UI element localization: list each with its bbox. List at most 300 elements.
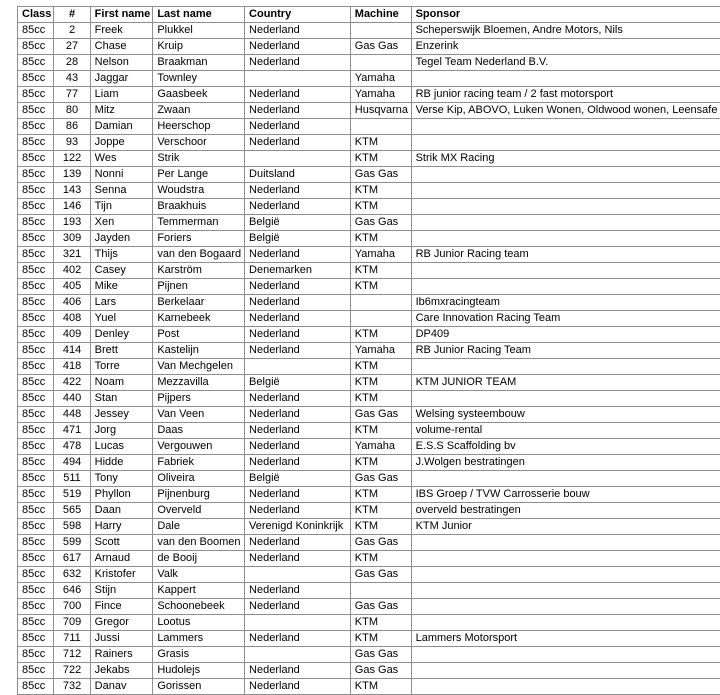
table-row: [18, 647, 720, 663]
cell-last: Gorissen: [153, 679, 245, 695]
cell-first: Freek: [90, 23, 153, 39]
cell-country: Nederland: [245, 23, 351, 39]
cell-num: 28: [54, 55, 90, 71]
cell-last: Strik: [153, 151, 245, 167]
cell-first: Jekabs: [90, 663, 153, 679]
cell-machine: Gas Gas: [350, 215, 411, 231]
cell-first: Chase: [90, 39, 153, 55]
cell-sponsor: Ib6mxracingteam: [411, 295, 720, 311]
table-row: [18, 663, 720, 679]
cell-num: 440: [54, 391, 90, 407]
cell-num: 599: [54, 535, 90, 551]
cell-machine: KTM: [350, 631, 411, 647]
cell-last: Woudstra: [153, 183, 245, 199]
cell-sponsor: Strik MX Racing: [411, 151, 720, 167]
cell-first: Senna: [90, 183, 153, 199]
cell-sponsor: J.Wolgen bestratingen: [411, 455, 720, 471]
cell-num: 80: [54, 103, 90, 119]
cell-country: Nederland: [245, 407, 351, 423]
cell-machine: KTM: [350, 231, 411, 247]
table-row: [18, 311, 720, 327]
cell-num: 409: [54, 327, 90, 343]
cell-machine: Gas Gas: [350, 39, 411, 55]
cell-num: 146: [54, 199, 90, 215]
cell-first: Arnaud: [90, 551, 153, 567]
cell-class: 85cc: [18, 679, 54, 695]
cell-machine: Gas Gas: [350, 535, 411, 551]
cell-machine: KTM: [350, 615, 411, 631]
cell-class: 85cc: [18, 519, 54, 535]
cell-num: 77: [54, 87, 90, 103]
cell-num: 193: [54, 215, 90, 231]
cell-num: 519: [54, 487, 90, 503]
cell-country: Nederland: [245, 631, 351, 647]
cell-last: Karström: [153, 263, 245, 279]
cell-country: Verenigd Koninkrijk: [245, 519, 351, 535]
cell-first: Liam: [90, 87, 153, 103]
cell-country: Nederland: [245, 503, 351, 519]
cell-first: Yuel: [90, 311, 153, 327]
cell-country: Nederland: [245, 327, 351, 343]
cell-class: 85cc: [18, 599, 54, 615]
cell-last: Overveld: [153, 503, 245, 519]
cell-num: 712: [54, 647, 90, 663]
table-row: [18, 407, 720, 423]
table-row: [18, 551, 720, 567]
cell-last: Fabriek: [153, 455, 245, 471]
cell-class: 85cc: [18, 583, 54, 599]
cell-class: 85cc: [18, 503, 54, 519]
cell-first: Wes: [90, 151, 153, 167]
cell-first: Daan: [90, 503, 153, 519]
cell-first: Lars: [90, 295, 153, 311]
cell-country: Nederland: [245, 583, 351, 599]
cell-country: België: [245, 375, 351, 391]
column-header-machine: Machine: [350, 7, 411, 23]
cell-machine: KTM: [350, 199, 411, 215]
table-row: [18, 71, 720, 87]
cell-sponsor: IBS Groep / TVW Carrosserie bouw: [411, 487, 720, 503]
table-header: [18, 7, 720, 23]
cell-last: Vergouwen: [153, 439, 245, 455]
cell-class: 85cc: [18, 55, 54, 71]
table-row: [18, 183, 720, 199]
cell-country: Nederland: [245, 311, 351, 327]
table-row: [18, 487, 720, 503]
table-row: [18, 471, 720, 487]
cell-num: 565: [54, 503, 90, 519]
table-row: [18, 343, 720, 359]
cell-num: 494: [54, 455, 90, 471]
cell-sponsor: Tegel Team Nederland B.V.: [411, 55, 720, 71]
cell-num: 402: [54, 263, 90, 279]
cell-country: [245, 615, 351, 631]
table-row: [18, 631, 720, 647]
cell-country: Nederland: [245, 439, 351, 455]
table-body: [18, 23, 720, 695]
cell-machine: KTM: [350, 279, 411, 295]
cell-num: 405: [54, 279, 90, 295]
cell-first: Mike: [90, 279, 153, 295]
cell-class: 85cc: [18, 551, 54, 567]
cell-sponsor: [411, 663, 720, 679]
cell-num: 321: [54, 247, 90, 263]
cell-sponsor: [411, 583, 720, 599]
cell-machine: [350, 55, 411, 71]
table-row: [18, 359, 720, 375]
cell-sponsor: RB Junior Racing Team: [411, 343, 720, 359]
cell-country: Nederland: [245, 423, 351, 439]
cell-num: 27: [54, 39, 90, 55]
cell-first: Tijn: [90, 199, 153, 215]
cell-last: Berkelaar: [153, 295, 245, 311]
cell-sponsor: RB Junior Racing team: [411, 247, 720, 263]
cell-machine: KTM: [350, 183, 411, 199]
table-row: [18, 103, 720, 119]
cell-last: Braakhuis: [153, 199, 245, 215]
cell-first: Rainers: [90, 647, 153, 663]
cell-machine: [350, 583, 411, 599]
cell-first: Harry: [90, 519, 153, 535]
cell-sponsor: [411, 215, 720, 231]
cell-sponsor: [411, 135, 720, 151]
cell-first: Tony: [90, 471, 153, 487]
cell-last: Townley: [153, 71, 245, 87]
cell-last: Plukkel: [153, 23, 245, 39]
column-header-num: #: [54, 7, 90, 23]
cell-sponsor: Lammers Motorsport: [411, 631, 720, 647]
cell-first: Jayden: [90, 231, 153, 247]
cell-class: 85cc: [18, 103, 54, 119]
cell-num: 122: [54, 151, 90, 167]
cell-first: Jorg: [90, 423, 153, 439]
cell-last: Schoonebeek: [153, 599, 245, 615]
cell-class: 85cc: [18, 391, 54, 407]
cell-last: Lammers: [153, 631, 245, 647]
cell-first: Danav: [90, 679, 153, 695]
cell-num: 722: [54, 663, 90, 679]
cell-num: 700: [54, 599, 90, 615]
cell-num: 408: [54, 311, 90, 327]
cell-machine: KTM: [350, 375, 411, 391]
cell-country: [245, 567, 351, 583]
cell-sponsor: DP409: [411, 327, 720, 343]
cell-class: 85cc: [18, 375, 54, 391]
cell-num: 406: [54, 295, 90, 311]
cell-country: Nederland: [245, 279, 351, 295]
cell-last: Pijpers: [153, 391, 245, 407]
cell-machine: KTM: [350, 135, 411, 151]
table-row: [18, 423, 720, 439]
cell-country: Nederland: [245, 55, 351, 71]
table-row: [18, 23, 720, 39]
cell-machine: KTM: [350, 151, 411, 167]
cell-sponsor: overveld bestratingen: [411, 503, 720, 519]
cell-last: Gaasbeek: [153, 87, 245, 103]
cell-num: 632: [54, 567, 90, 583]
cell-first: Stijn: [90, 583, 153, 599]
cell-last: Daas: [153, 423, 245, 439]
cell-class: 85cc: [18, 615, 54, 631]
table-row: [18, 215, 720, 231]
cell-last: Verschoor: [153, 135, 245, 151]
cell-first: Noam: [90, 375, 153, 391]
cell-machine: [350, 119, 411, 135]
table-row: [18, 327, 720, 343]
cell-sponsor: [411, 71, 720, 87]
cell-machine: Gas Gas: [350, 647, 411, 663]
table-row: [18, 55, 720, 71]
cell-last: Grasis: [153, 647, 245, 663]
cell-last: Kruip: [153, 39, 245, 55]
cell-sponsor: [411, 551, 720, 567]
cell-sponsor: Verse Kip, ABOVO, Luken Wonen, Oldwood wonen, Leensafe: [411, 103, 720, 119]
cell-country: Nederland: [245, 135, 351, 151]
cell-first: Lucas: [90, 439, 153, 455]
cell-first: Stan: [90, 391, 153, 407]
cell-num: 2: [54, 23, 90, 39]
cell-sponsor: E.S.S Scaffolding bv: [411, 439, 720, 455]
cell-country: Nederland: [245, 455, 351, 471]
cell-machine: KTM: [350, 391, 411, 407]
cell-machine: KTM: [350, 679, 411, 695]
cell-class: 85cc: [18, 247, 54, 263]
cell-machine: [350, 295, 411, 311]
cell-country: Nederland: [245, 199, 351, 215]
cell-class: 85cc: [18, 423, 54, 439]
table-row: [18, 679, 720, 695]
cell-machine: Yamaha: [350, 71, 411, 87]
cell-class: 85cc: [18, 71, 54, 87]
cell-num: 143: [54, 183, 90, 199]
cell-class: 85cc: [18, 87, 54, 103]
table-row: [18, 199, 720, 215]
cell-machine: Yamaha: [350, 439, 411, 455]
cell-class: 85cc: [18, 199, 54, 215]
table-row: [18, 375, 720, 391]
cell-sponsor: [411, 567, 720, 583]
cell-last: de Booij: [153, 551, 245, 567]
cell-first: Joppe: [90, 135, 153, 151]
cell-first: Xen: [90, 215, 153, 231]
cell-first: Casey: [90, 263, 153, 279]
cell-machine: Gas Gas: [350, 663, 411, 679]
cell-last: Pijnenburg: [153, 487, 245, 503]
cell-last: Kastelijn: [153, 343, 245, 359]
cell-sponsor: [411, 647, 720, 663]
cell-country: Nederland: [245, 391, 351, 407]
cell-class: 85cc: [18, 183, 54, 199]
cell-class: 85cc: [18, 487, 54, 503]
cell-machine: Gas Gas: [350, 471, 411, 487]
cell-machine: Gas Gas: [350, 599, 411, 615]
cell-country: Denemarken: [245, 263, 351, 279]
cell-last: Post: [153, 327, 245, 343]
table-row: [18, 455, 720, 471]
cell-country: Nederland: [245, 103, 351, 119]
cell-country: [245, 359, 351, 375]
cell-last: Lootus: [153, 615, 245, 631]
cell-country: Nederland: [245, 39, 351, 55]
cell-sponsor: Care Innovation Racing Team: [411, 311, 720, 327]
cell-last: Van Veen: [153, 407, 245, 423]
cell-class: 85cc: [18, 39, 54, 55]
cell-class: 85cc: [18, 359, 54, 375]
cell-sponsor: KTM Junior: [411, 519, 720, 535]
cell-class: 85cc: [18, 455, 54, 471]
cell-first: Damian: [90, 119, 153, 135]
cell-class: 85cc: [18, 279, 54, 295]
cell-class: 85cc: [18, 151, 54, 167]
table-row: [18, 599, 720, 615]
cell-machine: KTM: [350, 519, 411, 535]
cell-first: Hidde: [90, 455, 153, 471]
cell-sponsor: Scheperswijk Bloemen, Andre Motors, Nils: [411, 23, 720, 39]
cell-country: Nederland: [245, 295, 351, 311]
table-row: [18, 87, 720, 103]
cell-last: Foriers: [153, 231, 245, 247]
table-row: [18, 503, 720, 519]
cell-num: 711: [54, 631, 90, 647]
cell-country: Nederland: [245, 663, 351, 679]
cell-sponsor: [411, 391, 720, 407]
cell-machine: KTM: [350, 359, 411, 375]
table-row: [18, 567, 720, 583]
cell-first: Brett: [90, 343, 153, 359]
cell-machine: Yamaha: [350, 87, 411, 103]
table-row: [18, 231, 720, 247]
cell-class: 85cc: [18, 663, 54, 679]
cell-class: 85cc: [18, 311, 54, 327]
cell-last: Per Lange: [153, 167, 245, 183]
cell-num: 646: [54, 583, 90, 599]
column-header-last: Last name: [153, 7, 245, 23]
cell-num: 471: [54, 423, 90, 439]
cell-num: 709: [54, 615, 90, 631]
cell-machine: KTM: [350, 487, 411, 503]
cell-country: Nederland: [245, 551, 351, 567]
cell-machine: KTM: [350, 503, 411, 519]
cell-num: 478: [54, 439, 90, 455]
cell-country: Nederland: [245, 87, 351, 103]
cell-class: 85cc: [18, 295, 54, 311]
cell-country: [245, 647, 351, 663]
cell-first: Scott: [90, 535, 153, 551]
cell-first: Torre: [90, 359, 153, 375]
header-row: [18, 7, 720, 23]
cell-last: Mezzavilla: [153, 375, 245, 391]
table-row: [18, 247, 720, 263]
cell-first: Jaggar: [90, 71, 153, 87]
cell-last: Kappert: [153, 583, 245, 599]
table-row: [18, 263, 720, 279]
cell-class: 85cc: [18, 263, 54, 279]
cell-country: België: [245, 471, 351, 487]
cell-sponsor: RB junior racing team / 2 fast motorsport: [411, 87, 720, 103]
cell-machine: Gas Gas: [350, 167, 411, 183]
cell-machine: KTM: [350, 327, 411, 343]
cell-first: Phyllon: [90, 487, 153, 503]
table-row: [18, 135, 720, 151]
cell-class: 85cc: [18, 119, 54, 135]
cell-num: 598: [54, 519, 90, 535]
cell-first: Denley: [90, 327, 153, 343]
cell-num: 309: [54, 231, 90, 247]
table-row: [18, 119, 720, 135]
cell-class: 85cc: [18, 567, 54, 583]
cell-sponsor: [411, 359, 720, 375]
cell-class: 85cc: [18, 23, 54, 39]
cell-country: België: [245, 231, 351, 247]
column-header-country: Country: [245, 7, 351, 23]
cell-first: Gregor: [90, 615, 153, 631]
table-row: [18, 615, 720, 631]
cell-sponsor: [411, 231, 720, 247]
cell-sponsor: Welsing systeembouw: [411, 407, 720, 423]
cell-num: 93: [54, 135, 90, 151]
cell-machine: Gas Gas: [350, 407, 411, 423]
cell-last: Hudolejs: [153, 663, 245, 679]
cell-first: Jessey: [90, 407, 153, 423]
cell-sponsor: [411, 599, 720, 615]
cell-machine: [350, 311, 411, 327]
table-row: [18, 39, 720, 55]
cell-machine: KTM: [350, 455, 411, 471]
column-header-class: Class: [18, 7, 54, 23]
cell-country: België: [245, 215, 351, 231]
cell-num: 43: [54, 71, 90, 87]
cell-sponsor: [411, 471, 720, 487]
cell-country: Nederland: [245, 535, 351, 551]
table-row: [18, 167, 720, 183]
cell-sponsor: Enzerink: [411, 39, 720, 55]
cell-last: Temmerman: [153, 215, 245, 231]
cell-sponsor: [411, 263, 720, 279]
cell-machine: KTM: [350, 423, 411, 439]
cell-sponsor: [411, 183, 720, 199]
rider-table: [17, 6, 720, 695]
cell-machine: KTM: [350, 551, 411, 567]
cell-country: Nederland: [245, 679, 351, 695]
cell-first: Nelson: [90, 55, 153, 71]
cell-machine: Gas Gas: [350, 567, 411, 583]
cell-class: 85cc: [18, 471, 54, 487]
table-row: [18, 279, 720, 295]
cell-sponsor: [411, 615, 720, 631]
cell-first: Thijs: [90, 247, 153, 263]
cell-num: 617: [54, 551, 90, 567]
cell-country: Nederland: [245, 599, 351, 615]
cell-last: Heerschop: [153, 119, 245, 135]
cell-sponsor: KTM JUNIOR TEAM: [411, 375, 720, 391]
table-row: [18, 151, 720, 167]
cell-class: 85cc: [18, 327, 54, 343]
cell-class: 85cc: [18, 647, 54, 663]
table-row: [18, 519, 720, 535]
cell-num: 422: [54, 375, 90, 391]
table-row: [18, 439, 720, 455]
cell-class: 85cc: [18, 631, 54, 647]
cell-sponsor: [411, 167, 720, 183]
cell-first: Fince: [90, 599, 153, 615]
cell-sponsor: [411, 279, 720, 295]
cell-first: Nonni: [90, 167, 153, 183]
cell-first: Kristofer: [90, 567, 153, 583]
cell-machine: Yamaha: [350, 343, 411, 359]
cell-num: 448: [54, 407, 90, 423]
cell-last: van den Bogaard: [153, 247, 245, 263]
table-row: [18, 295, 720, 311]
